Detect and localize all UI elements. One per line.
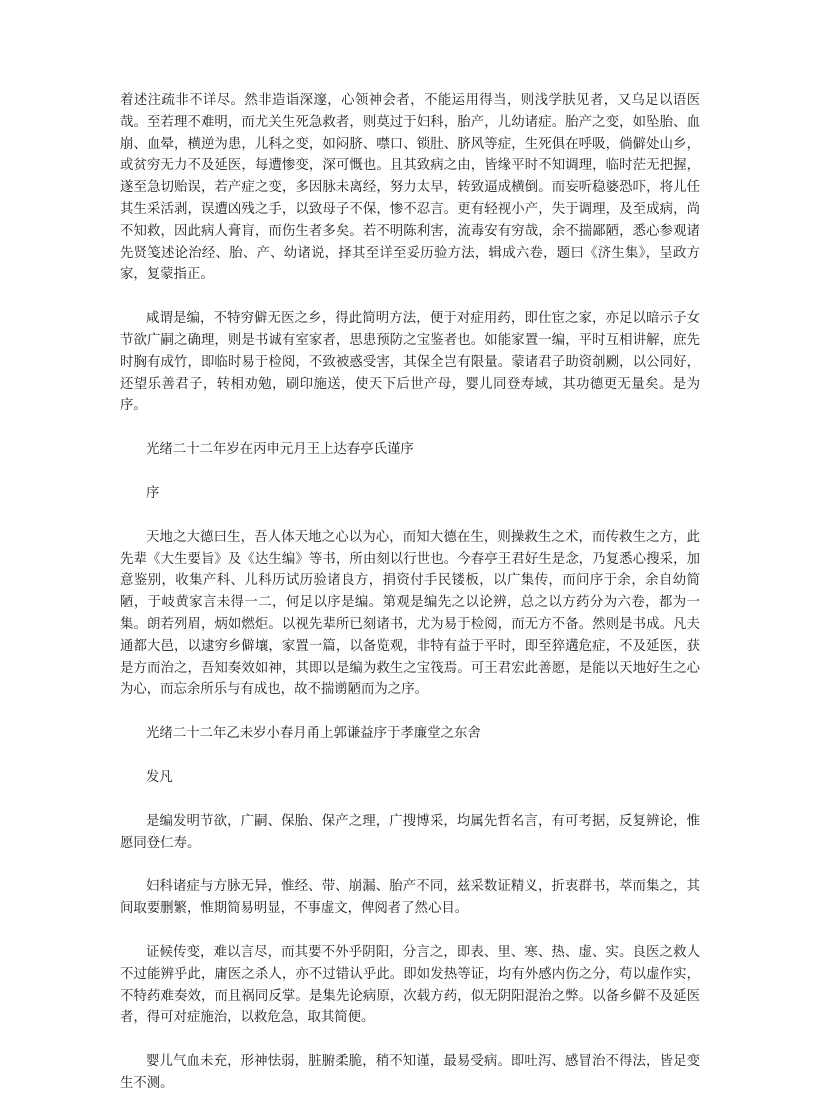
- paragraph-7: 婴儿气血未充，形神怯弱，脏腑柔脆，稍不知谨，最易受病。即吐泻、感冒治不得法，皆足变生不测。: [120, 1054, 700, 1091]
- preface-signature-2: 光绪二十二年乙未岁小春月甬上郭谦益序于孝廉堂之东舍: [146, 726, 481, 742]
- paragraph-5: 妇科诸症与方脉无异，惟经、带、崩漏、胎产不同，兹采数证精义，折衷群书，萃而集之，其间取要删繁，惟期简易明显，不事虚文，俾阅者了然心目。: [120, 879, 700, 917]
- preface-signature-1: 光绪二十二年岁在丙申元月王上达春亭氏谨序: [146, 442, 414, 458]
- section-title-preface: 序: [146, 485, 160, 501]
- paragraph-6: 证候传变，难以言尽，而其要不外乎阴阳，分言之，即表、里、寒、热、虚、实。良医之救人不过能辨乎此，庸医之杀人，亦不过错认乎此。即如发热等证，均有外感内伤之分，苟以虚作实，不特药难奏效，而且祸同反掌。是集先论病原，次载方药，似无阴阳混治之弊。以备乡僻不及延医者，得可对症施治，以救危急，取其简便。: [120, 944, 700, 1026]
- paragraph-2: 咸谓是编，不特穷僻无医之乡，得此简明方法，便于对症用药，即仕宦之家，亦足以暗示子女节欲广嗣之确理，则是书诚有室家者，思患预防之宝鉴者也。如能家置一编，平时互相讲解，庶先时胸有成竹，即临时易于检阅，不致被惑受害，其保全岂有限量。蒙诸君子助资剞劂，以公同好，还望乐善君子，转相劝勉，刷印施送，使天下后世产母，婴儿同登寿域，其功德更无量矣。是为序。: [120, 311, 700, 414]
- paragraph-3: 天地之大德曰生，吾人体天地之心以为心，而知大德在生，则操救生之术，而传救生之方，此先辈《大生要旨》及《达生编》等书，所由刻以行世也。今春亭王君好生是念，乃复悉心搜采，加意鉴别，收集产科、儿科历试历验诸良方，捐资付手民镂板，以广集传，而问序于余，余自幼简陋，于岐黄家言未得一二，何足以序是编。第观是编先之以论辨，总之以方药分为六卷，都为一集。朗若列眉，炳如燃炬。以视先辈所已刻诸书，尤为易于检阅，而无方不备。然则是书成。凡夫通都大邑，以逮穷乡僻壤，家置一篇，以备览观，非特有益于平时，即至猝遘危症，不及延医，获是方而治之，吾知奏效如神，其即以是编为救生之宝筏焉。可王君宏此善愿，是能以天地好生之心为心，而忘余所乐与有成也，故不揣谫陋而为之序。: [120, 529, 700, 698]
- paragraph-4: 是编发明节欲，广嗣、保胎、保产之理，广搜博采，均属先哲名言，有可考据，反复辨论，惟愿同登仁寿。: [120, 813, 700, 851]
- section-title-general-notes: 发凡: [146, 769, 173, 785]
- paragraph-1: 着述注疏非不详尽。然非造诣深邃，心领神会者，不能运用得当，则浅学肤见者，又乌足以语医哉。至若理不难明，而尤关生死急救者，则莫过于妇科，胎产，儿幼诸症。胎产之变，如坠胎、血崩、血晕，横逆为患，儿科之变，如闷脐、噤口、锁肚、脐风等症，生死俱在呼吸，倘僻处山乡，或贫穷无力不及延医，每遭惨变，深可慨也。且其致病之由，皆缘平时不知调理，临时茫无把握，遂至急切贻误，若产症之变，多因脉未离经，努力太早，转致逼成横倒。而妄听稳婆恐吓，将儿任其生采活剥，误遭凶残之手，以致母子不保，惨不忍言。更有轻视小产，失于调理，及至成病，尚不知救，因此病人膏肓，而伤生者多矣。若不明陈利害，流毒安有穷哉，余不揣鄙陋，悉心参观诸先贤笺述论治经、胎、产、幼诸说，择其至详至妥历验方法，辑成六卷，题曰《济生集》，呈政方家，复蒙指正。: [120, 93, 700, 283]
- document-page: [120, 90, 700, 1117]
